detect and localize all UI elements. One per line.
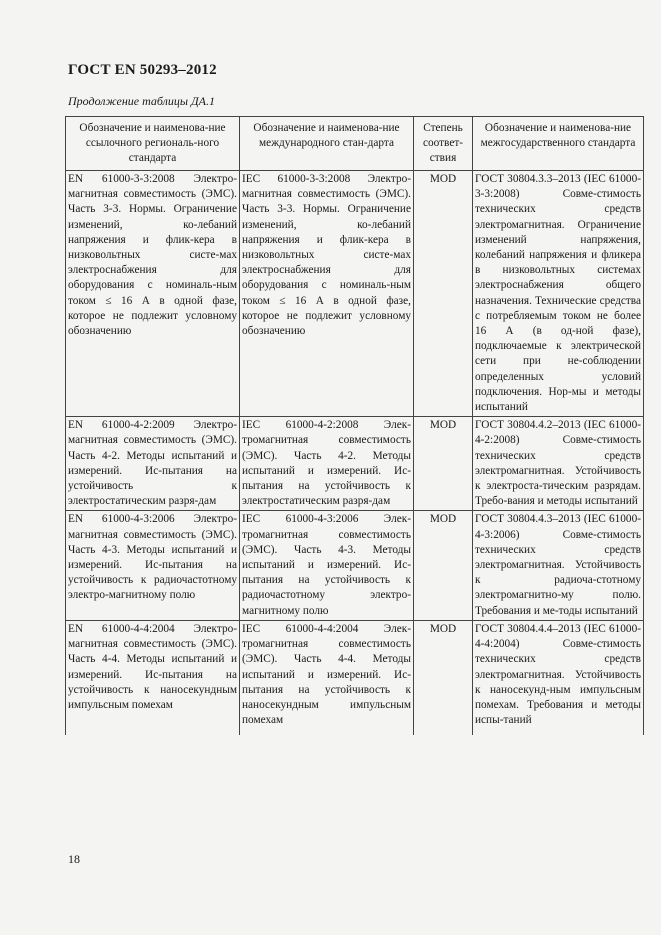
- table-caption: Продолжение таблицы ДА.1: [68, 94, 215, 108]
- cell-interstate: ГОСТ 30804.4.4–2013 (IEC 61000-4-4:2004) Совме-стимость технических средств электромагнитная. Устойчивость к наносекунд-ным импульсным помехам. Требования и методы испы-таний: [473, 620, 644, 735]
- cell-regional: EN 61000-4-3:2006 Электро-магнитная совместимость (ЭМС). Часть 4-3. Методы испытаний и измерений. Ис-пытания на устойчивость к радиочастотному электро-магнитному полю: [66, 511, 240, 620]
- column-header-international: Обозначение и наименова-ние международного стан-дарта: [240, 117, 414, 171]
- column-header-degree: Степень соответ-ствия: [414, 117, 473, 171]
- cell-interstate: ГОСТ 30804.3.3–2013 (IEC 61000-3-3:2008) Совме-стимость технических средств электромагнитная. Ограничение изменений напряжения, колебаний напряжения и фликера в низковольтных системах электроснабжения общего назначения. Технические средства с потребляемым током не более 16 А (в од-ной фазе), подключаемые к электрической сети при не-соблюдении определенных условий подключения. Нор-мы и методы испытаний: [473, 171, 644, 417]
- cell-interstate: ГОСТ 30804.4.2–2013 (IEC 61000-4-2:2008) Совме-стимость технических средств электромагнитная. Устойчивость к электроста-тическим разрядам. Требо-вания и методы испытаний: [473, 417, 644, 511]
- column-header-interstate: Обозначение и наименова-ние межгосударственного стандарта: [473, 117, 644, 171]
- table-row: [66, 620, 644, 735]
- cell-degree: MOD: [414, 620, 473, 735]
- standards-table: [65, 116, 644, 735]
- page-number: 18: [68, 852, 80, 866]
- column-header-regional: Обозначение и наименова-ние ссылочного региональ-ного стандарта: [66, 117, 240, 171]
- cell-interstate: ГОСТ 30804.4.3–2013 (IEC 61000-4-3:2006) Совме-стимость технических средств электромагнитная. Устойчивость к радиоча-стотному электромагнитно-му полю. Требования и ме-тоды испытаний: [473, 511, 644, 620]
- cell-regional: EN 61000-4-2:2009 Электро-магнитная совместимость (ЭМС). Часть 4-2. Методы испытаний и измерений. Ис-пытания на устойчивость к электростатическим разря-дам: [66, 417, 240, 511]
- cell-international: IEC 61000-4-4:2004 Элек-тромагнитная совместимость (ЭМС). Часть 4-4. Методы испытаний и измерений. Ис-пытания на устойчивость к наносекундным импульсным помехам: [240, 620, 414, 735]
- cell-degree: MOD: [414, 171, 473, 417]
- cell-international: IEC 61000-3-3:2008 Электро-магнитная совместимость (ЭМС). Часть 3-3. Нормы. Ограничение изменений, ко-лебаний напряжения и флик-кера в низковольтных систе-мах электроснабжения для оборудования с номиналь-ным током ≤ 16 А в одной фазе, которое не подлежит условному обозначению: [240, 171, 414, 417]
- cell-regional: EN 61000-4-4:2004 Электро-магнитная совместимость (ЭМС). Часть 4-4. Методы испытаний и измерений. Ис-пытания на устойчивость к наносекундным импульсным помехам: [66, 620, 240, 735]
- cell-international: IEC 61000-4-2:2008 Элек-тромагнитная совместимость (ЭМС). Часть 4-2. Методы испытаний и измерений. Ис-пытания на устойчивость к электростатическим разря-дам: [240, 417, 414, 511]
- cell-degree: MOD: [414, 417, 473, 511]
- cell-international: IEC 61000-4-3:2006 Элек-тромагнитная совместимость (ЭМС). Часть 4-3. Методы испытаний и измерений. Ис-пытания на устойчивость к радиочастотному электро-магнитному полю: [240, 511, 414, 620]
- cell-regional: EN 61000-3-3:2008 Электро-магнитная совместимость (ЭМС). Часть 3-3. Нормы. Ограничение изменений, ко-лебаний напряжения и флик-кера в низковольтных систе-мах электроснабжения для оборудования с номиналь-ным током ≤ 16 А в одной фазе, которое не подлежит условному обозначению: [66, 171, 240, 417]
- table-row: [66, 171, 644, 417]
- table-row: [66, 417, 644, 511]
- document-title: ГОСТ EN 50293–2012: [68, 62, 217, 78]
- table-row: [66, 511, 644, 620]
- cell-degree: MOD: [414, 511, 473, 620]
- table-header-row: [66, 117, 644, 171]
